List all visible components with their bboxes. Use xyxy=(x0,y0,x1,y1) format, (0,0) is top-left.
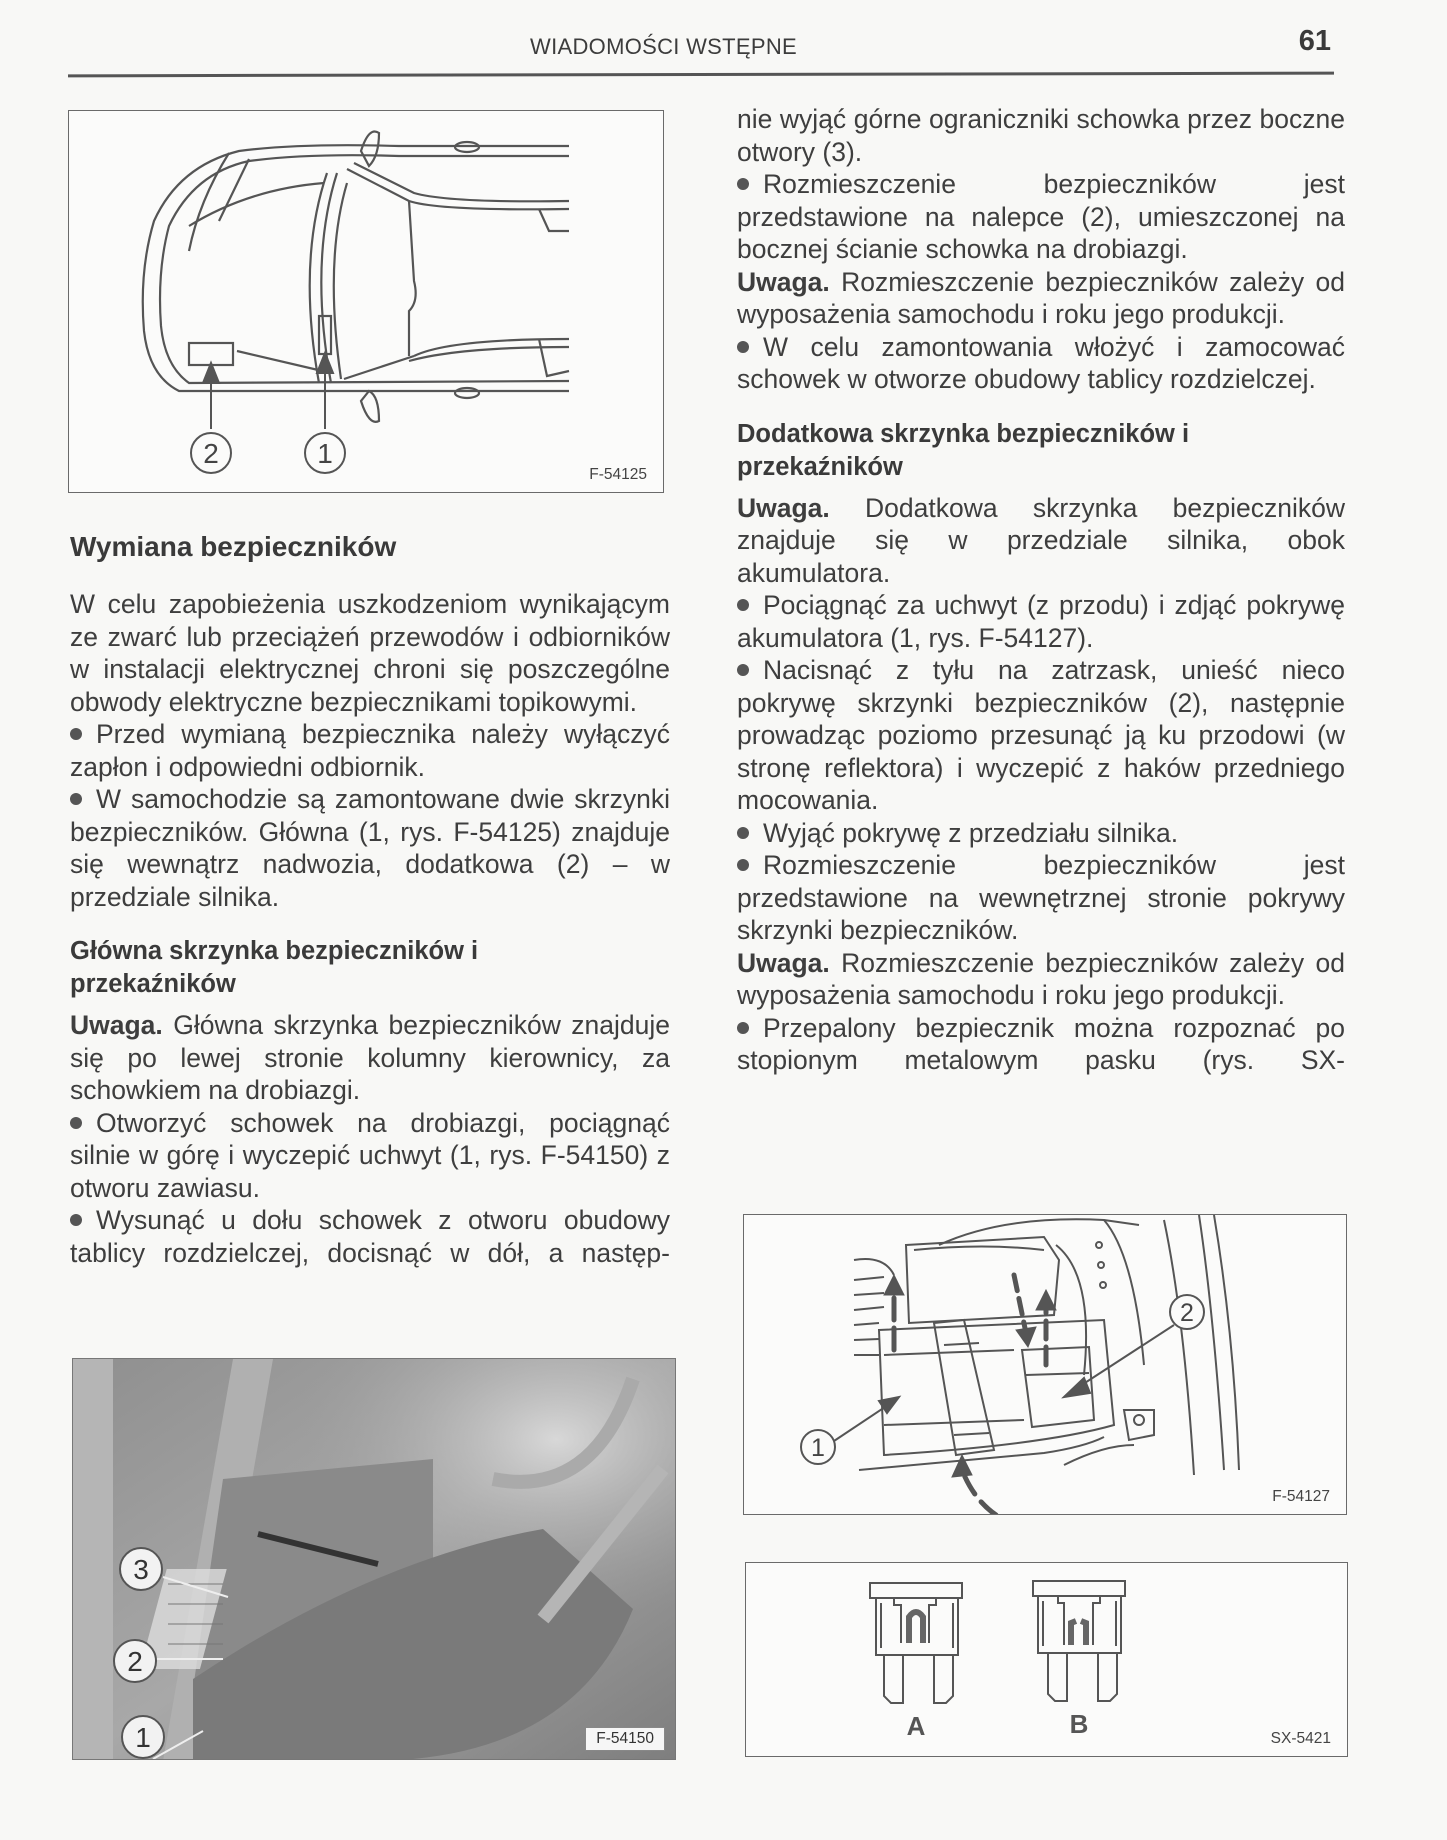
bullet-item: Wysunąć u dołu schowek z otworu obudowy tablicy rozdzielczej, docisnąć w dół, a następ- xyxy=(70,1205,670,1268)
callout-2-label: 2 xyxy=(1180,1299,1194,1327)
blown-fuse-drawing xyxy=(1033,1581,1125,1701)
engine-fusebox-drawing xyxy=(744,1215,1347,1515)
bullet-item: Przepalony bezpiecznik można rozpoznać po stopionym metalowym pasku (rys. SX- xyxy=(737,1012,1345,1075)
right-column xyxy=(737,103,1345,1077)
bullet-item: Wyjąć pokrywę z przedziału silnika. xyxy=(737,817,1345,850)
figure-id-label: F-54125 xyxy=(589,466,647,483)
note-text: Dodatkowa skrzynka bezpieczników znajduje się w przedziale silnika, obok akumulatora. xyxy=(737,492,1345,588)
fuse-label-a: A xyxy=(906,1711,926,1741)
note-label: Uwaga. xyxy=(737,266,830,297)
note-label: Uwaga. xyxy=(737,947,830,978)
callout-1-label: 1 xyxy=(811,1434,825,1462)
note-paragraph xyxy=(737,492,1345,590)
running-header-title: WIADOMOŚCI WSTĘPNE xyxy=(530,34,797,59)
note-paragraph xyxy=(737,266,1345,331)
callout-2-label: 2 xyxy=(127,1646,143,1677)
callout-3-label: 3 xyxy=(133,1554,149,1585)
note-text: Rozmieszczenie bezpieczników zależy od wyposażenia samochodu i roku jego produkcji. xyxy=(737,266,1345,329)
bullet-item: W samochodzie są zamontowane dwie skrzynki bezpieczników. Główna (1, rys. F-54125) znajduje się wewnątrz nadwozia, dodatkowa (2) – w przedziale silnika. xyxy=(70,784,670,912)
bullet-item: W celu zamontowania włożyć i zamocować schowek w otworze obudowy tablicy rozdzielczej. xyxy=(737,331,1345,394)
page-number: 61 xyxy=(1298,25,1331,57)
bullet-item: Rozmieszczenie bezpieczników jest przedstawione na nalepce (2), umieszczonej na bocznej ścianie schowka na drobiazgi. xyxy=(737,169,1345,264)
bullet-item: Pociągnąć za uchwyt (z przodu) i zdjąć pokrywę akumulatora (1, rys. F-54127). xyxy=(737,590,1345,653)
car-top-view-drawing xyxy=(69,111,664,493)
figure-id-label: F-54127 xyxy=(1272,1488,1330,1505)
figure-id-label: SX-5421 xyxy=(1270,1730,1331,1747)
note-paragraph xyxy=(70,1009,670,1107)
section-heading: Wymiana bezpieczników xyxy=(70,531,397,562)
callout-2-label: 2 xyxy=(203,438,219,469)
header-rule xyxy=(68,72,1334,78)
figure-glovebox-photo xyxy=(72,1358,676,1760)
bullet-item: Otworzyć schowek na drobiazgi, pociągnąć silnie w górę i wyczepić uchwyt (1, rys. F-54150) z otworu zawiasu. xyxy=(70,1107,670,1203)
intro-paragraph: W celu zapobieżenia uszkodzeniom wynikającym ze zwarć lub przeciążeń przewodów i odbiorników w instalacji elektrycznej chroni się poszczególne obwody elektryczne bezpiecznikami topikowymi. xyxy=(70,589,670,717)
fuse-label-b: B xyxy=(1069,1709,1089,1739)
note-label: Uwaga. xyxy=(70,1010,163,1040)
note-text: Rozmieszczenie bezpieczników zależy od wyposażenia samochodu i roku jego produkcji. xyxy=(737,947,1345,1010)
bullet-item: Nacisnąć z tyłu na zatrzask, unieść nieco pokrywę skrzynki bezpieczników (2), następnie prowadząc poziomo przesunąć ją ku przodowi (w stronę reflektora) i wyczepić z haków przedniego mocowania. xyxy=(737,655,1345,815)
note-text: Główna skrzynka bezpieczników znajduje się po lewej stronie kolumny kierownicy, za schowkiem na drobiazgi. xyxy=(70,1010,670,1105)
bullet-item: Przed wymianą bezpiecznika należy wyłączyć zapłon i odpowiedni odbiornik. xyxy=(70,719,670,782)
callout-1-label: 1 xyxy=(135,1722,151,1753)
left-column xyxy=(70,530,670,1269)
subsection-heading: Dodatkowa skrzynka bezpieczników i przekaźników xyxy=(737,419,1190,481)
intact-fuse-drawing xyxy=(870,1583,962,1703)
figure-engine-fusebox xyxy=(743,1214,1347,1515)
fuse-comparison-drawing xyxy=(746,1563,1348,1757)
glovebox-photo-image xyxy=(73,1359,676,1760)
bullet-item: Rozmieszczenie bezpieczników jest przedstawione na wewnętrznej stronie pokrywy skrzynki bezpieczników. xyxy=(737,850,1345,945)
figure-id-label: F-54150 xyxy=(585,1727,665,1751)
subsection-heading: Główna skrzynka bezpieczników i przekaźników xyxy=(70,937,479,998)
callout-1-label: 1 xyxy=(317,438,333,469)
note-label: Uwaga. xyxy=(737,492,830,523)
note-paragraph xyxy=(737,947,1345,1012)
figure-car-top-view xyxy=(68,110,664,493)
figure-fuse-comparison xyxy=(745,1562,1348,1757)
continuation-paragraph: nie wyjąć górne ograniczniki schowka przez boczne otwory (3). xyxy=(737,104,1345,167)
